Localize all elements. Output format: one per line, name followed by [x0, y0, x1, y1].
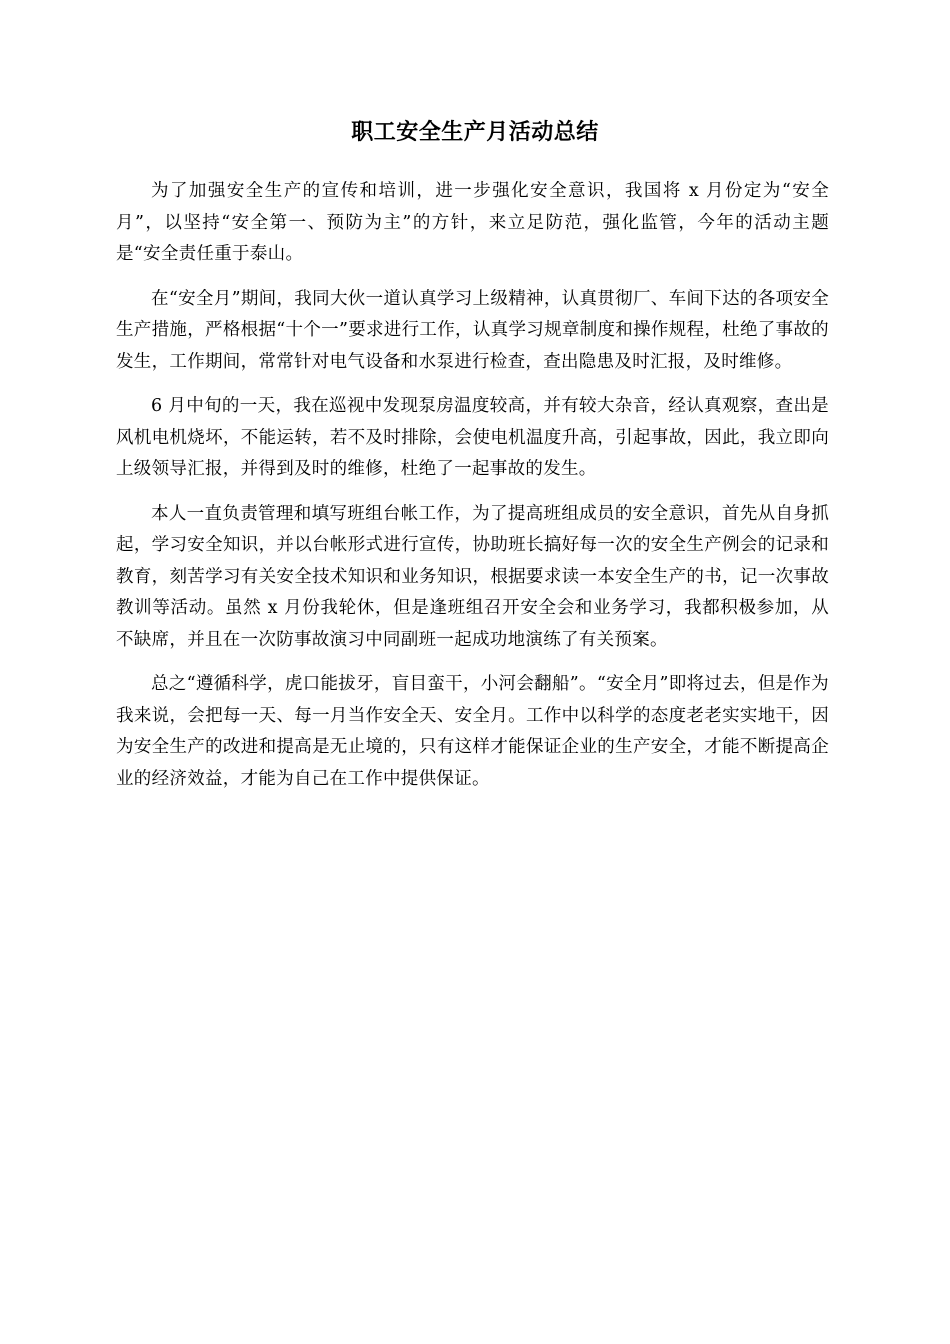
- paragraph-1: 为了加强安全生产的宣传和培训，进一步强化安全意识，我国将 x 月份定为“安全月”，以坚持“安全第一、预防为主”的方针，来立足防范，强化监管，今年的活动主题是“安全责任重于泰山。: [116, 181, 829, 264]
- paragraph-4: 本人一直负责管理和填写班组台帐工作，为了提高班组成员的安全意识，首先从自身抓起，学习安全知识，并以台帐形式进行宣传，协助班长搞好每一次的安全生产例会的记录和教育，刻苦学习有关安全技术知识和业务知识，根据要求读一本安全生产的书，记一次事故教训等活动。虽然 x 月份我轮休，但是逢班组召开安全会和业务学习，我都积极参加，从不缺席，并且在一次防事故演习中同副班一起成功地演练了有关预案。: [116, 503, 829, 650]
- paragraph-5: 总之“遵循科学，虎口能拔牙，盲目蛮干，小河会翻船”。“安全月”即将过去，但是作为我来说，会把每一天、每一月当作安全天、安全月。工作中以科学的态度老老实实地干，因为安全生产的改进和提高是无止境的，只有这样才能保证企业的生产安全，才能不断提高企业的经济效益，才能为自己在工作中提供保证。: [116, 674, 829, 789]
- paragraph-3: 6 月中旬的一天，我在巡视中发现泵房温度较高，并有较大杂音，经认真观察，查出是风机电机烧坏，不能运转，若不及时排除，会使电机温度升高，引起事故，因此，我立即向上级领导汇报，并得到及时的维修，杜绝了一起事故的发生。: [116, 396, 829, 479]
- document-body: [116, 176, 829, 808]
- paragraph-2: 在“安全月”期间，我同大伙一道认真学习上级精神，认真贯彻厂、车间下达的各项安全生产措施，严格根据“十个一”要求进行工作，认真学习规章制度和操作规程，杜绝了事故的发生，工作期间，常常针对电气设备和水泵进行检查，查出隐患及时汇报，及时维修。: [116, 288, 829, 372]
- document-title: 职工安全生产月活动总结: [351, 119, 599, 145]
